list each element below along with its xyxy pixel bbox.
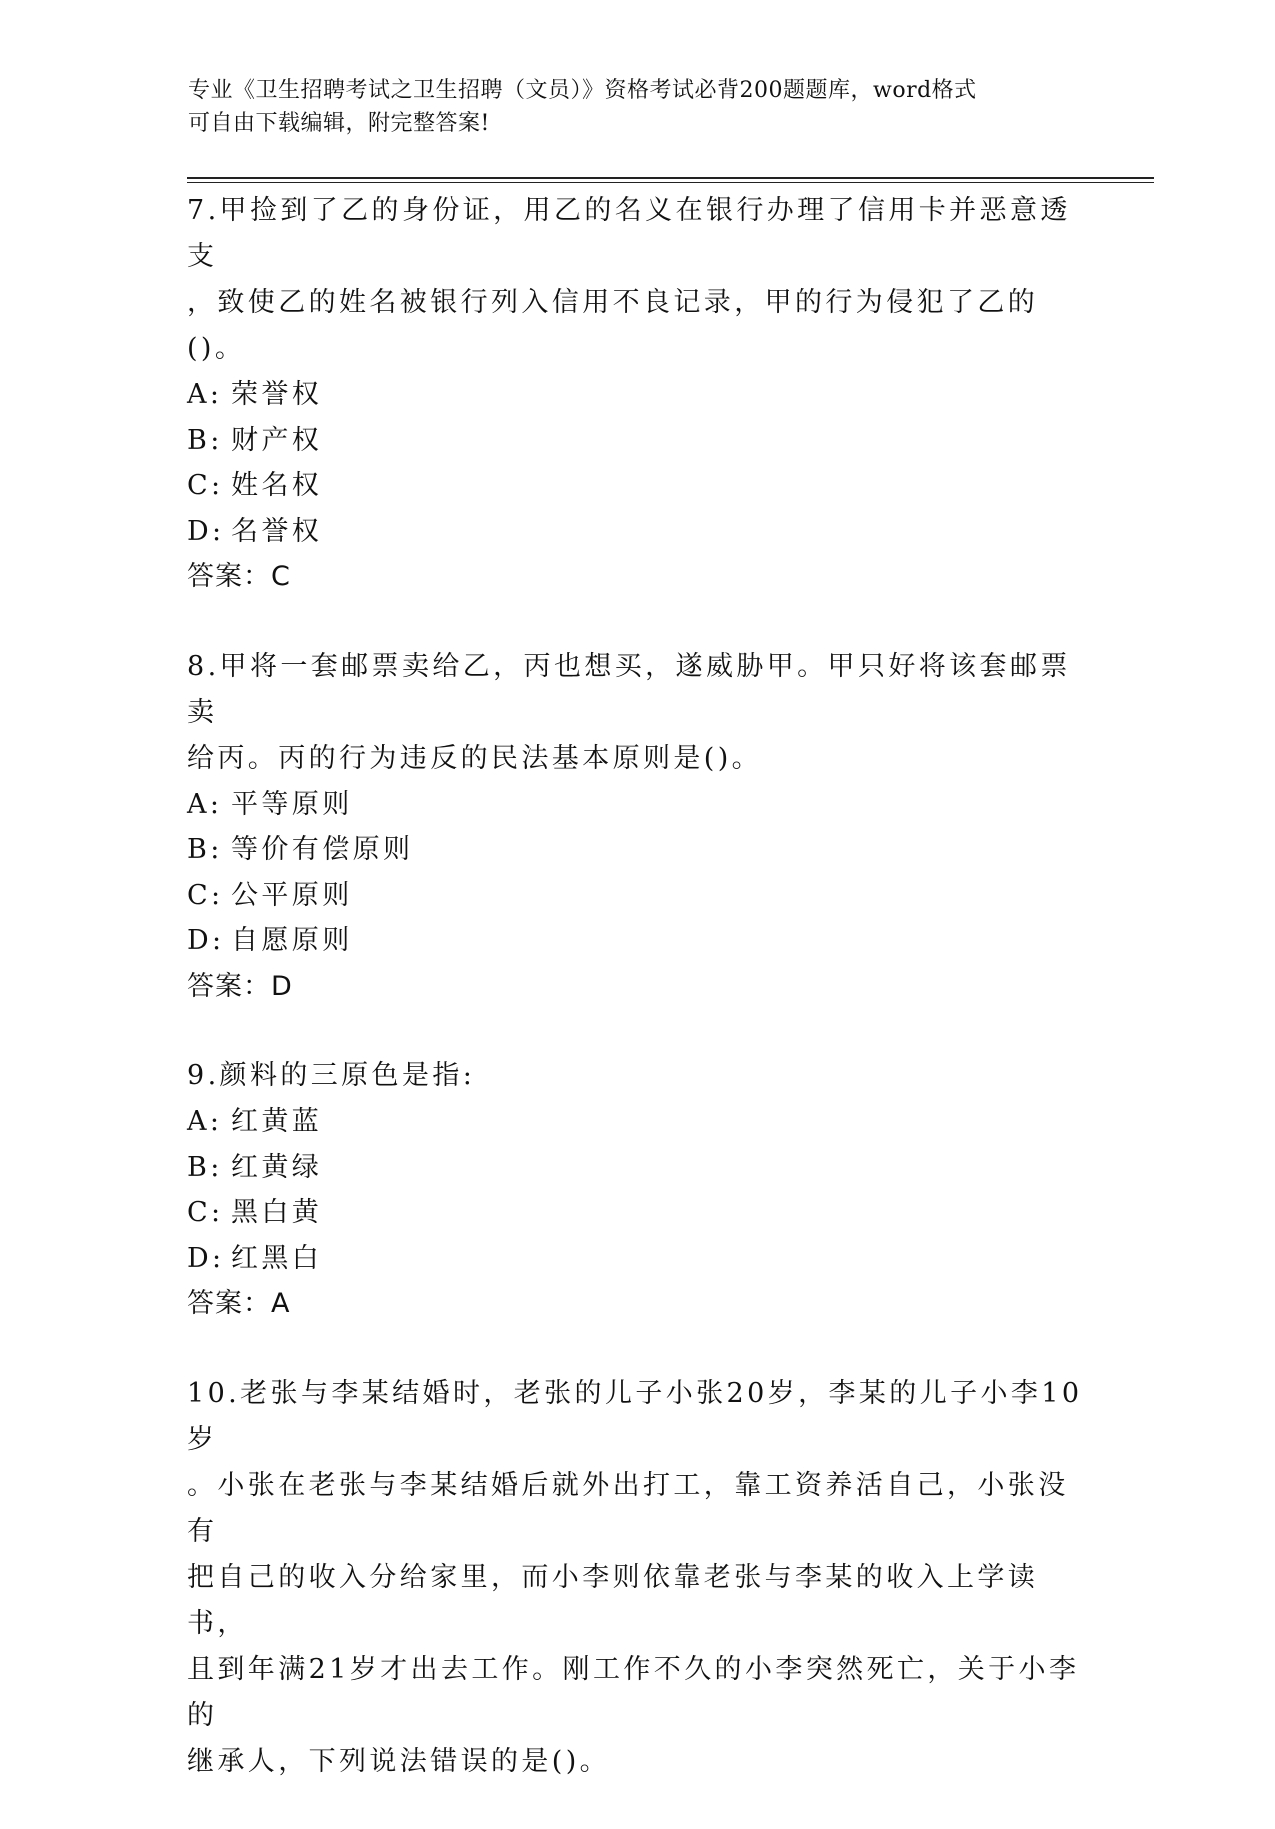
option-key: D:: [187, 515, 225, 547]
option-key: B:: [187, 834, 223, 865]
question-8: [187, 644, 1087, 1010]
header-rule-thin: [187, 182, 1154, 183]
option-d: [187, 918, 1087, 964]
question-stem-line: 把自己的收入分给家里，而小李则依靠老张与李某的收入上学读书，: [187, 1561, 1039, 1639]
option-text: 姓名权: [231, 470, 323, 501]
option-text: 红黄蓝: [231, 1106, 323, 1137]
option-b: [187, 827, 1087, 873]
option-a: [187, 1099, 1087, 1145]
question-stem-line: 9.颜料的三原色是指:: [187, 1060, 476, 1091]
question-list: [187, 188, 1087, 1829]
option-key: A:: [187, 1106, 223, 1137]
answer: 答案：C: [187, 561, 291, 592]
option-c: [187, 463, 1087, 509]
option-key: D:: [187, 925, 225, 956]
question-stem-line: 继承人，下列说法错误的是()。: [187, 1745, 611, 1777]
option-key: C:: [187, 1197, 224, 1228]
document-header: [188, 74, 1088, 140]
question-7: [187, 188, 1087, 600]
option-c: [187, 873, 1087, 919]
option-text: 公平原则: [231, 879, 353, 911]
option-key: B:: [187, 424, 223, 456]
option-key: B:: [187, 1151, 223, 1183]
option-c: [187, 1190, 1087, 1236]
question-stem-line: 。小张在老张与李某结婚后就外出打工，靠工资养活自己，小张没有: [187, 1469, 1069, 1547]
option-text: 红黄绿: [231, 1151, 323, 1183]
answer: 答案：D: [187, 970, 293, 1002]
option-key: D:: [187, 1242, 225, 1274]
option-a: [187, 782, 1087, 828]
answer: 答案：A: [187, 1288, 291, 1319]
option-d: [187, 509, 1087, 555]
question-stem-line: 给丙。丙的行为违反的民法基本原则是()。: [187, 742, 763, 774]
question-stem-line: 且到年满21岁才出去工作。刚工作不久的小李突然死亡，关于小李的: [187, 1653, 1080, 1731]
option-text: 荣誉权: [231, 379, 323, 410]
option-text: 等价有偿原则: [231, 834, 414, 865]
option-key: A:: [187, 788, 223, 820]
option-b: [187, 1145, 1087, 1191]
header-rule-thick: [187, 177, 1154, 179]
option-text: 黑白黄: [231, 1197, 323, 1228]
option-text: 自愿原则: [231, 925, 353, 956]
option-text: 红黑白: [231, 1242, 323, 1274]
option-text: 名誉权: [231, 515, 323, 547]
header-title-line-1: 专业《卫生招聘考试之卫生招聘（文员）》资格考试必背200题题库，word格式: [188, 78, 977, 103]
option-text: 财产权: [231, 424, 323, 456]
option-text: 平等原则: [231, 788, 353, 820]
option-d: [187, 1236, 1087, 1282]
option-a: [187, 372, 1087, 418]
question-10: [187, 1371, 1087, 1785]
option-key: C:: [187, 470, 224, 501]
question-stem-line: ，致使乙的姓名被银行列入信用不良记录，甲的行为侵犯了乙的()。: [187, 287, 1039, 364]
question-9: [187, 1053, 1087, 1327]
header-title-line-2: 可自由下载编辑，附完整答案!: [188, 111, 490, 136]
question-stem-line: 10.老张与李某结婚时，老张的儿子小张20岁，李某的儿子小李10岁: [187, 1377, 1083, 1455]
question-stem-line: 8.甲将一套邮票卖给乙，丙也想买，遂威胁甲。甲只好将该套邮票卖: [187, 650, 1071, 728]
option-key: A:: [187, 379, 223, 410]
option-key: C:: [187, 879, 224, 911]
question-stem-line: 7.甲捡到了乙的身份证，用乙的名义在银行办理了信用卡并恶意透支: [187, 195, 1071, 272]
option-b: [187, 418, 1087, 464]
